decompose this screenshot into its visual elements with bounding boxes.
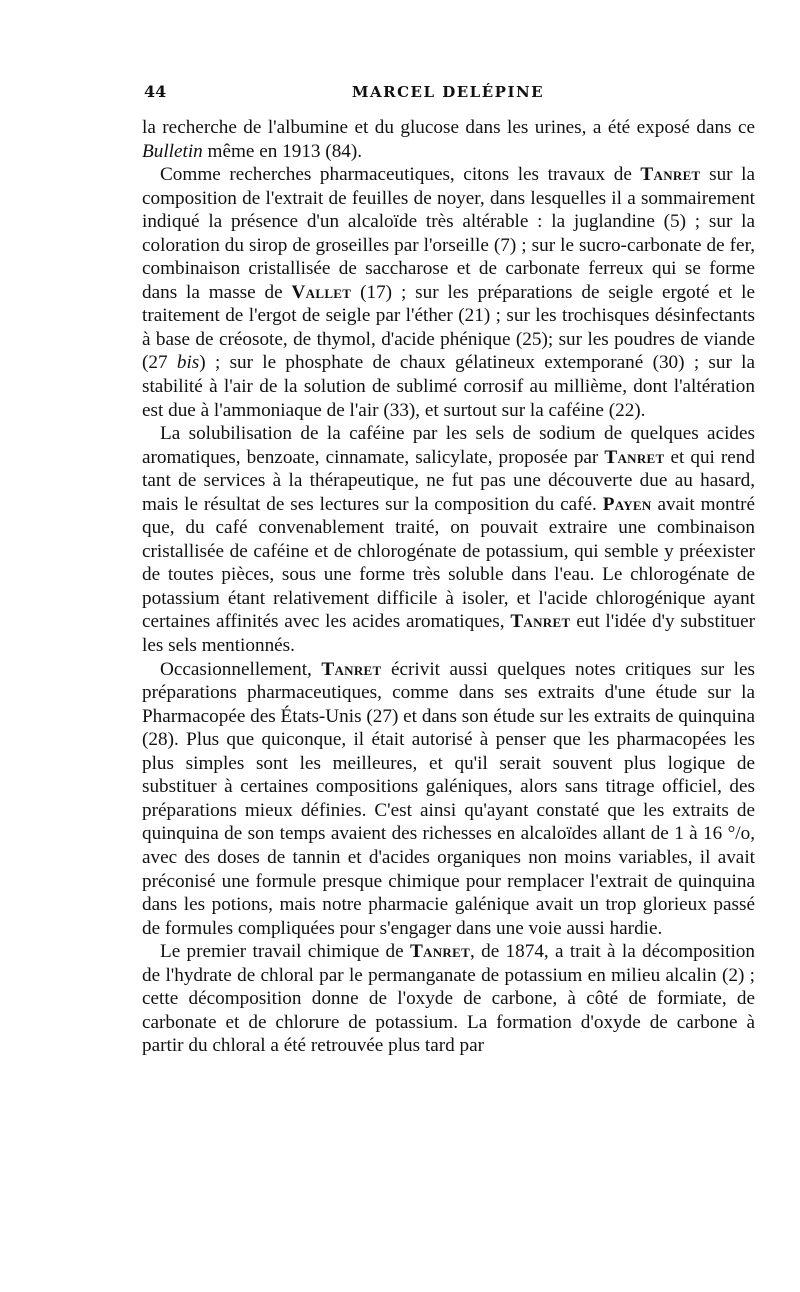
author-name: Tanret [409,941,471,963]
paragraph-1 [142,116,755,163]
text-run: écrivit aussi quelques notes critiques sur les préparations pharmaceutiques, comme dans ses extraits d'une étude sur la Pharmacopée des États-Unis (27) et dans son étude sur les extraits de quinquina (28). Plus que quiconque, il était autorisé à penser que les pharmacopées les plus simples sont les meilleures, et qu'il serait souvent plus logique de substituer à certaines compositions galéniques, alors sans titrage officiel, des préparations mieux définies. C'est ainsi qu'ayant constaté que les extraits de quinquina de son temps avaient des richesses en alcaloïdes allant de 1 à 16 °/o, avec des doses de tannin et d'acides organiques non moins variables, il avait préconisé une formule presque chimique pour remplacer l'extrait de quinquina dans les potions, mais notre pharmacie galénique avait un trop glorieux passé de formules compliquées pour s'engager dans une voie aussi hardie. [142,658,755,939]
paragraph-5 [142,940,755,1058]
text-run: avait montré que, du café convenablement traité, on pouvait extraire une combinaison cristallisée de caféine et de chlorogénate de potassium, qui semble y préexister de toutes pièces, sous une forme très soluble dans l'eau. Le chlorogénate de potassium étant relativement difficile à isoler, et l'acide chlorogénique ayant certaines affinités avec les acides aromatiques, [142,493,756,633]
text-run: Occasionnellement, [160,658,322,680]
journal-title: Bulletin [142,140,203,162]
text-run: même en 1913 (84). [202,140,363,162]
text-run: eut l'idée d'y substituer les sels mentionnés. [142,611,755,657]
author-name: Tanret [640,164,701,186]
author-name: Payen [602,493,652,515]
paragraph-3 [142,422,755,657]
text-run: ) ; sur le phosphate de chaux gélatineux extemporané (30) ; sur la stabilité à l'air de la solution de sublimé corrosif au millième, dont l'altération est due à l'ammoniaque de l'air (33), et surtout sur la caféine (22). [142,352,756,421]
running-head: MARCEL DELÉPINE [351,83,545,101]
text-run: sur la composition de l'extrait de feuilles de noyer, dans lesquelles il a sommairement indiqué la présence d'un alcaloïde très altérable : la juglandine (5) ; sur la coloration du sirop de groseilles par l'orseille (7) ; sur le sucro-carbonate de fer, combinaison cristallisée de saccharose et de carbonate ferreux qui se forme dans la masse de [142,164,755,303]
text-run: , de 1874, a trait à la décomposition de l'hydrate de chloral par le permanganate de potassium en milieu alcalin (2) ; cette décomposition donne de l'oxyde de carbone, à côté de formiate, de carbonate et de chlorure de potassium. La formation d'oxyde de carbone à partir du chloral a été retrouvée plus tard par [142,941,755,1057]
author-name: Tanret [510,611,571,633]
page-number: 44 [144,82,167,101]
author-name: Tanret [604,446,665,468]
text-run: (17) ; sur les préparations de seigle ergoté et le traitement de l'ergot de seigle par l'éther (21) ; sur les trochisques désinfectants à base de créosote, de thymol, d'acide phénique (25); sur les poudres de viande (27 [142,281,755,374]
body-text [142,116,755,1058]
text-run: la recherche de l'albumine et du glucose dans les urines, a été exposé dans ce [142,117,755,138]
paragraph-2 [142,163,755,422]
text-run: Le premier travail chimique de [160,941,410,963]
text-run: Comme recherches pharmaceutiques, citons les travaux de [160,164,641,186]
text-run: et qui rend tant de services à la thérapeutique, ne fut pas une découverte due au hasard, mais le résultat de ses lectures sur la composition du café. [142,446,755,515]
author-name: Tanret [321,658,382,680]
paragraph-4 [142,658,755,941]
text-run: La solubilisation de la caféine par les sels de sodium de quelques acides aromatiques, benzoate, cinnamate, salicylate, proposée par [142,423,755,468]
author-name: Vallet [291,281,352,303]
italic-term: bis [176,352,200,374]
page-header [144,80,752,104]
